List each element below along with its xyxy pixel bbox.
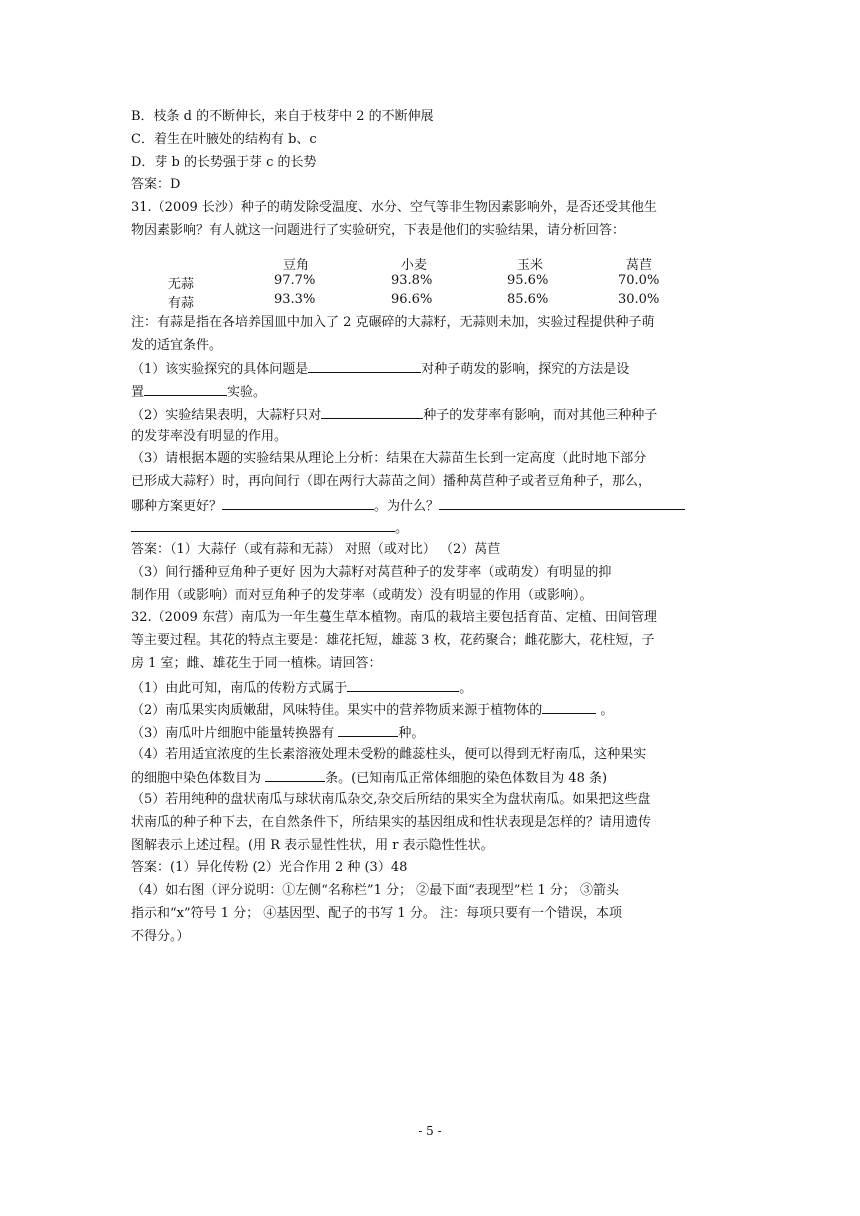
q32-sub-1	[131, 678, 731, 698]
table-header: 豆角	[283, 258, 310, 273]
question-32-line-3: 房 1 室；雌、雄花生于同一植株。请回答：	[131, 656, 382, 671]
row-label: 有蒜	[168, 296, 195, 311]
text-segment: 。	[395, 521, 409, 536]
question-31-line-2: 物因素影响？有人就这一问题进行了实验研究，下表是他们的实验结果，请分析回答：	[131, 223, 626, 238]
option-b: B．枝条 d 的不断伸长，来自于枝芽中 2 的不断伸展	[131, 109, 434, 124]
text-segment: 。	[596, 703, 614, 718]
answer-blank	[542, 700, 596, 714]
table-cell: 70.0%	[618, 273, 660, 288]
sub-question-2	[131, 405, 731, 425]
text-segment: （3）南瓜叶片细胞中能量转换器有	[131, 726, 339, 741]
text-segment: 的细胞中染色体数目为	[131, 771, 266, 786]
answer-31-line-1: 答案：（1）大蒜仔（或有蒜和无蒜） 对照（或对比） （2）莴苣	[131, 542, 501, 557]
answer-blank	[265, 768, 325, 782]
text-segment: 对种子萌发的影响，探究的方法是设	[421, 362, 630, 377]
sub-question-3-cont: 已形成大蒜籽）时，再向间行（即在两行大蒜苗之间）播种莴苣种子或者豆角种子，那么，	[131, 474, 652, 489]
note-line-1: 注：有蒜是指在各培养国皿中加入了 2 克碾碎的大蒜籽，无蒜则未加，实验过程提供种子萌	[131, 315, 655, 330]
text-segment: 种子的发芽率有影响，而对其他三种种子	[423, 408, 658, 423]
answer-31-line-3: 制作用（或影响）而对豆角种子的发芽率（或萌发）没有明显的作用（或影响）。	[131, 588, 593, 603]
table-cell: 96.6%	[391, 292, 433, 307]
note-line-2: 发的适宜条件。	[131, 338, 223, 353]
question-32-line-2: 等主要过程。其花的特点主要是：雄花托短，雄蕊 3 枚，花药聚合；雌花膨大，花柱短，子	[131, 633, 655, 648]
table-cell: 85.6%	[507, 292, 549, 307]
answer-blank	[439, 496, 685, 510]
text-segment: （1）由此可知，南瓜的传粉方式属于	[131, 681, 348, 696]
answer-blank	[222, 496, 374, 510]
answer-blank	[338, 723, 398, 737]
text-segment: 置	[131, 385, 145, 400]
answer-32-line-2: （4）如右图（评分说明：①左侧“名称栏”1 分； ②最下面“表现型”栏 1 分； ③箭头	[131, 883, 620, 898]
row-label: 无蒜	[168, 277, 195, 292]
text-segment: 条。(已知南瓜正常体细胞的染色体数目为 48 条)	[325, 771, 608, 786]
q32-sub-5-cont: 图解表示上述过程。(用 R 表示显性性状，用 r 表示隐性性状。	[131, 838, 494, 853]
text-segment: 实验。	[227, 385, 267, 400]
text-segment: 种。	[398, 726, 425, 741]
text-segment: （1）该实验探究的具体问题是	[131, 362, 309, 377]
sub-question-3: （3）请根据本题的实验结果从理论上分析：结果在大蒜苗生长到一定高度（此时地下部分	[131, 451, 647, 466]
answer-32-line-4: 不得分。）	[131, 929, 190, 944]
answer-blank	[308, 359, 421, 373]
question-32-line-1: 32.（2009 东营）南瓜为一年生蔓生草本植物。南瓜的栽培主要包括育苗、定植、田间管理	[131, 610, 657, 625]
q32-sub-4: （4）若用适宜浓度的生长素溶液处理未受粉的雌蕊柱头，便可以得到无籽南瓜，这种果实	[131, 747, 647, 762]
sub-question-1	[131, 359, 731, 379]
text-segment: （2）实验结果表明，大蒜籽只对	[131, 408, 322, 423]
answer-30: 答案：D	[131, 177, 181, 192]
answer-31-line-2: （3）间行播种豆角种子更好 因为大蒜籽对莴苣种子的发芽率（或萌发）有明显的抑	[131, 565, 612, 580]
answer-blank	[347, 678, 459, 692]
answer-32-line-1: 答案：(1）异化传粉 (2）光合作用 2 种 (3）48	[131, 860, 408, 875]
table-cell: 93.3%	[274, 292, 316, 307]
sub-question-1-cont	[131, 382, 731, 402]
answer-blank	[144, 382, 227, 396]
table-header: 小麦	[401, 258, 428, 273]
text-segment: 哪种方案更好？	[131, 499, 223, 514]
answer-blank	[321, 405, 423, 419]
question-31-line-1: 31.（2009 长沙）种子的萌发除受温度、水分、空气等非生物因素影响外，是否还受其他生	[131, 200, 657, 215]
table-header: 玉米	[517, 258, 544, 273]
q32-sub-3	[131, 723, 731, 743]
text-segment: （2）南瓜果实肉质嫩甜，风味特佳。果实中的营养物质来源于植物体的	[131, 703, 543, 718]
option-c: C．着生在叶腋处的结构有 b、c	[131, 132, 317, 147]
table-cell: 93.8%	[391, 273, 433, 288]
sub-question-2-cont: 的发芽率没有明显的作用。	[131, 429, 288, 444]
table-cell: 30.0%	[618, 292, 660, 307]
sub-question-3-cont	[131, 518, 731, 538]
table-cell: 97.7%	[274, 273, 316, 288]
q32-sub-5: （5）若用纯种的盘状南瓜与球状南瓜杂交,杂交后所结的果实全为盘状南瓜。如果把这些盘	[131, 792, 651, 807]
q32-sub-5-cont: 状南瓜的种子种下去，在自然条件下，所结果实的基因组成和性状表现是怎样的？请用遗传	[131, 815, 652, 830]
table-cell: 95.6%	[507, 273, 549, 288]
text-segment: 。为什么？	[374, 499, 440, 514]
q32-sub-2	[131, 700, 731, 720]
answer-blank	[131, 518, 395, 532]
option-d: D．芽 b 的长势强于芽 c 的长势	[131, 155, 317, 170]
page-number: - 5 -	[418, 1124, 442, 1138]
text-segment: 。	[459, 681, 473, 696]
answer-32-line-3: 指示和“x”符号 1 分； ④基因型、配子的书写 1 分。 注：每项只要有一个错误，本项	[131, 906, 622, 921]
table-header: 莴苣	[626, 258, 653, 273]
sub-question-3-cont	[131, 496, 731, 516]
q32-sub-4-cont	[131, 768, 731, 788]
